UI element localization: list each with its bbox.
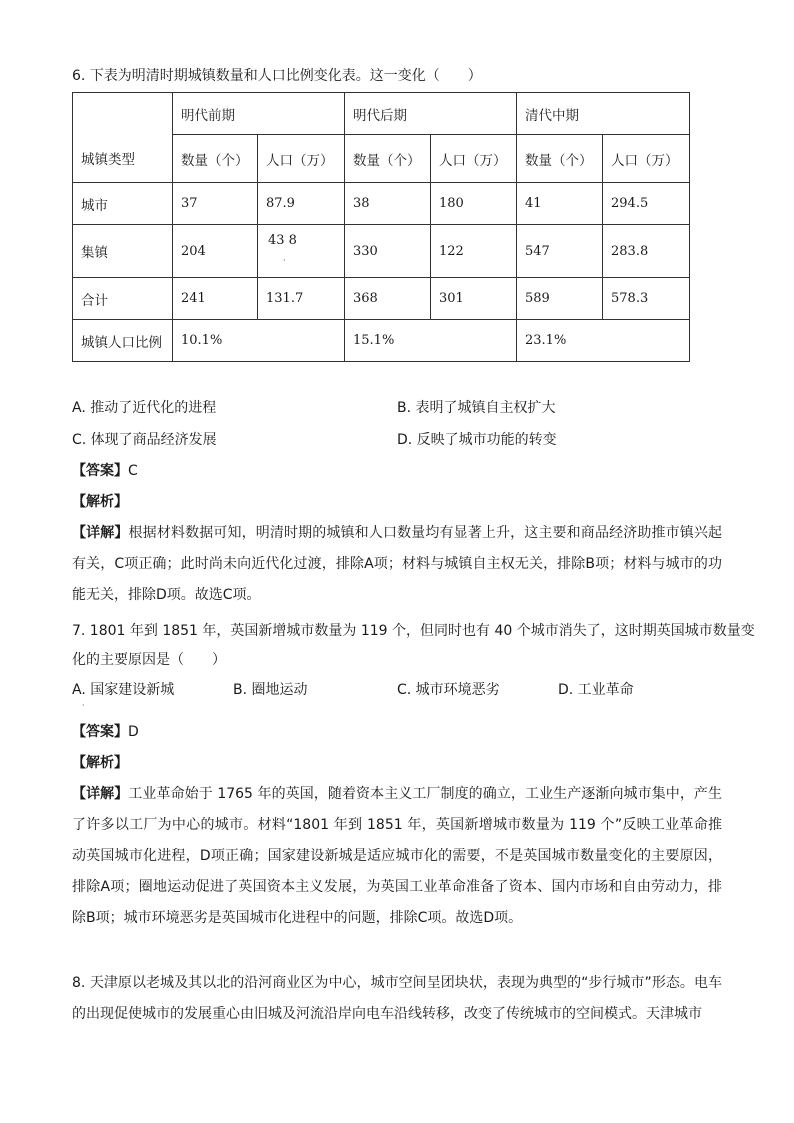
stray-dot: ·	[82, 701, 85, 710]
q6-detail	[72, 518, 722, 611]
table-cell: 87.9	[258, 183, 345, 225]
q6-option-b: B. 表明了城镇自主权扩大	[397, 400, 556, 416]
subheader-population: 人口（万）	[431, 135, 517, 183]
table-cell: 43 8	[258, 225, 345, 278]
question-7-stem-line2: 化的主要原因是（ ）	[72, 652, 226, 668]
subheader-count: 数量（个）	[517, 135, 603, 183]
q6-option-a: A. 推动了近代化的进程	[72, 400, 217, 416]
ratio-cell: 23.1%	[517, 320, 690, 362]
subheader-population: 人口（万）	[258, 135, 345, 183]
detail-text: 根据材料数据可知，明清时期的城镇和人口数量均有显著上升，这主要和商品经济助推市镇兴起有关，C项正确；此时尚未向近代化过渡，排除A项；材料与城镇自主权无关，排除B项；材料与城市的功能无关，排除D项。故选C项。	[72, 525, 723, 603]
q7-analysis-tag: 【解析】	[72, 755, 128, 771]
table-row-urban-ratio	[73, 320, 690, 362]
header-period-late-ming: 明代后期	[345, 93, 517, 135]
answer-tag: 【答案】	[72, 724, 128, 740]
table-row-market-town	[73, 225, 690, 278]
header-town-type: 城镇类型	[73, 93, 173, 183]
table-row-total	[73, 278, 690, 320]
q7-option-d: D. 工业革命	[558, 682, 634, 698]
question-7-stem-line1: 7. 1801 年到 1851 年，英国新增城市数量为 119 个，但同时也有 40 个城市消失了，这时期英国城市数量变	[72, 623, 755, 639]
subheader-count: 数量（个）	[345, 135, 431, 183]
q7-detail	[72, 779, 722, 934]
q7-option-a: A. 国家建设新城	[72, 682, 175, 698]
detail-tag: 【详解】	[72, 525, 129, 541]
table-row-city	[73, 183, 690, 225]
answer-tag: 【答案】	[72, 463, 128, 479]
detail-tag: 【详解】	[72, 786, 129, 802]
table-cell: 204	[173, 225, 258, 278]
row-label: 城市	[73, 183, 173, 225]
detail-text: 工业革命始于 1765 年的英国，随着资本主义工厂制度的确立，工业生产逐渐向城市集中，产生了许多以工厂为中心的城市。材料“1801 年到 1851 年，英国新增城市数量为 119 个”反映工业革命推动英国城市化进程，D项正确；国家建设新城是适应城市化的需要，不是英国城市数量变化的主要原因，排除A项；圈地运动促进了英国资本主义发展，为英国工业革命准备了资本、国内市场和自由劳动力，排除B项；城市环境恶劣是英国城市化进程中的问题，排除C项。故选D项。	[72, 786, 723, 926]
table-cell: 41	[517, 183, 603, 225]
table-cell: 330	[345, 225, 431, 278]
subheader-population: 人口（万）	[603, 135, 690, 183]
answer-value: C	[128, 463, 138, 479]
table-cell: 122	[431, 225, 517, 278]
header-period-early-ming: 明代前期	[173, 93, 345, 135]
answer-value: D	[128, 724, 139, 740]
q6-option-d: D. 反映了城市功能的转变	[397, 432, 557, 448]
row-label: 城镇人口比例	[73, 320, 173, 362]
ratio-cell: 15.1%	[345, 320, 517, 362]
ratio-cell: 10.1%	[173, 320, 345, 362]
table-cell: 283.8	[603, 225, 690, 278]
table-cell: 37	[173, 183, 258, 225]
table-cell: 547	[517, 225, 603, 278]
q7-answer	[72, 722, 139, 742]
question-6-stem: 6. 下表为明清时期城镇数量和人口比例变化表。这一变化（ ）	[72, 68, 482, 84]
table-cell: 578.3	[603, 278, 690, 320]
q6-analysis-tag: 【解析】	[72, 494, 128, 510]
q6-answer	[72, 461, 138, 481]
table-cell: 294.5	[603, 183, 690, 225]
table-cell: 180	[431, 183, 517, 225]
row-label: 合计	[73, 278, 173, 320]
city-population-table	[72, 92, 690, 362]
table-cell: 368	[345, 278, 431, 320]
q7-option-c: C. 城市环境恶劣	[397, 682, 500, 698]
table-cell: 38	[345, 183, 431, 225]
table-cell: 131.7	[258, 278, 345, 320]
question-8-stem: 8. 天津原以老城及其以北的沿河商业区为中心，城市空间呈团块状，表现为典型的“步行城市”形态。电车的出现促使城市的发展重心由旧城及河流沿岸向电车沿线转移，改变了传统城市的空间模式。天津城市	[72, 975, 722, 1022]
stray-dot: ·	[283, 256, 286, 265]
table-cell: 301	[431, 278, 517, 320]
subheader-count: 数量（个）	[173, 135, 258, 183]
table-cell: 589	[517, 278, 603, 320]
q7-option-b: B. 圈地运动	[233, 682, 308, 698]
header-period-mid-qing: 清代中期	[517, 93, 690, 135]
q6-option-c: C. 体现了商品经济发展	[72, 432, 217, 448]
table-cell: 241	[173, 278, 258, 320]
row-label: 集镇	[73, 225, 173, 278]
